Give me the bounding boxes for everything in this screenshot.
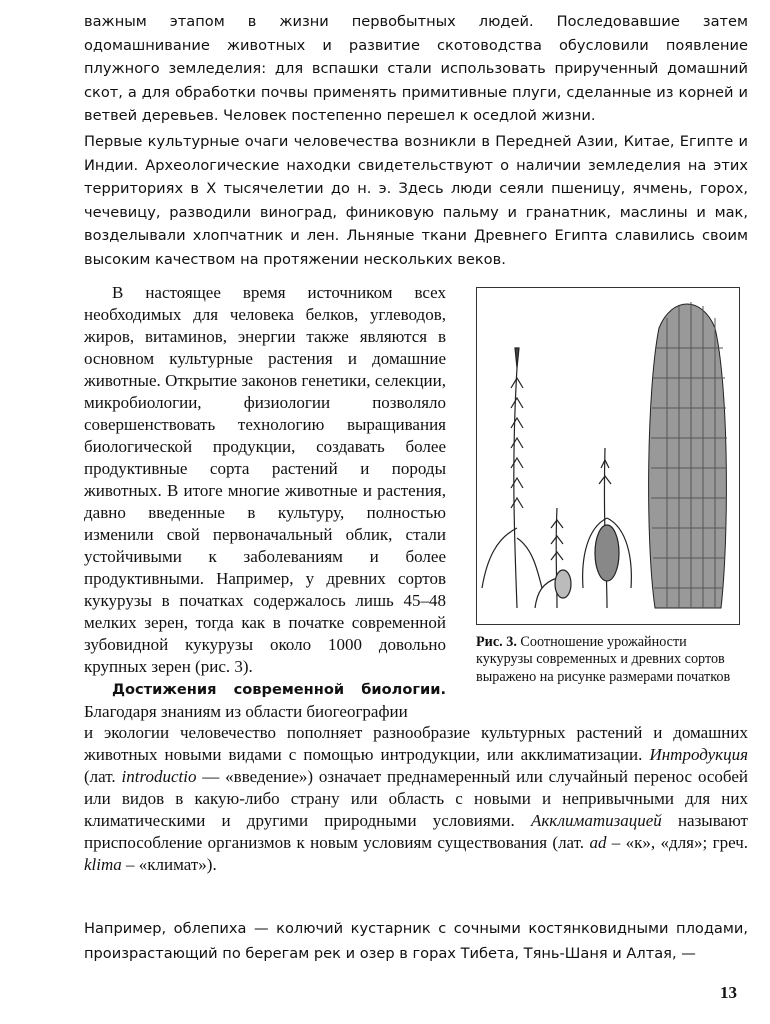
term-latin-ad: ad	[589, 833, 607, 852]
section-heading-achievements: Достижения современной биологии.	[112, 681, 446, 698]
corn-illustration	[477, 288, 739, 624]
ancient-corn-plant-1	[482, 348, 542, 608]
paragraph-agriculture: важным этапом в жизни первобытных людей. Последовавшие затем одомашнивание животных и развитие скотоводства обусловили появление плужного земледелия: для вспашки стали использовать прирученный домашний скот, а для обработки почвы применять примитивные плуги, сделанные из корней и ветвей деревьев. Человек постепенно перешел к оседлой жизни.	[84, 13, 748, 125]
paragraph-sea-buckthorn: Например, облепиха — колючий кустарник с сочными костянковидными плодами, произрастающий по берегам рек и озер в горах Тибета, Тянь-Шаня и Алтая, —	[84, 920, 748, 962]
modern-corn-cob	[649, 302, 727, 608]
term-acclimatization: Акклиматизацией	[530, 811, 662, 830]
figure-caption	[476, 634, 746, 686]
bottom-text-block	[84, 722, 748, 876]
term-introduction: Интродукция	[649, 745, 748, 764]
term-latin-introductio: introductio	[121, 767, 197, 786]
paragraph-achievements-text: Благодаря знаниям из области биогеографии	[84, 702, 408, 721]
text-run: – «климат»).	[121, 855, 217, 874]
caption-text: Соотношение урожайности кукурузы современных и древних сортов выражено на рисунке размерами початков	[476, 634, 731, 685]
paragraph-achievements	[84, 678, 446, 723]
text-run: и экологии человечество пополняет разнообразие культурных растений и домашних животных новыми видами с помощью интродукции, или акклиматизации.	[84, 723, 748, 764]
text-run: — «введение») означает преднамеренный или случайный перенос особей или видов в какую-либо страну или область с новыми и непривычными для них климатическими и другими природными условиями.	[84, 767, 748, 830]
paragraph-cultural-centers: Первые культурные очаги человечества возникли в Передней Азии, Китае, Египте и Индии. Археологические находки свидетельствуют о наличии земледелия на этих территориях в X тысячелетии до н. э. Здесь люди сеяли пшеницу, ячмень, горох, чечевицу, разводили виноград, финиковую пальму и гранатник, маслины и мак, возделывали хлопчатник и лен. Льняные ткани Древнего Египта славились своим высоким качеством на протяжении нескольких веков.	[84, 132, 748, 268]
next-paragraph	[84, 916, 748, 966]
text-run: (лат.	[84, 767, 122, 786]
top-text-block	[84, 10, 748, 272]
text-run: называют приспособление организмов к новым условиям существования (лат.	[84, 811, 748, 852]
ancient-corn-plant-2	[535, 508, 571, 608]
term-greek-klima: klima	[84, 855, 122, 874]
paragraph-modern-sources: В настоящее время источником всех необходимых для человека белков, углеводов, жиров, витаминов, энергии также являются в основном культурные растения и домашние животные. Открытие законов генетики, селекции, микробиологии, физиологии позволяло совершенствовать технологию выращивания биологической продукции, создавать более продуктивные сорта растений и породы животных. В итоге многие животные и растения, давно введенные в культуру, полностью изменили свой первоначальный облик, стали устойчивыми к заболеваниям и более продуктивными. Например, у древних сортов кукурузы в початках содержалось лишь 45–48 мелких зерен, тогда как в початке современной зубовидной кукурузы около 1000 довольно крупных зерен (рис. 3).	[84, 283, 446, 676]
page-number: 13	[720, 983, 737, 1002]
main-text-column	[84, 282, 446, 723]
figure-corn-cobs	[476, 287, 740, 625]
ancient-corn-plant-3	[583, 448, 632, 608]
caption-label: Рис. 3.	[476, 634, 517, 650]
paragraph-introduction	[84, 722, 748, 876]
text-run: – «к», «для»; греч.	[606, 833, 748, 852]
